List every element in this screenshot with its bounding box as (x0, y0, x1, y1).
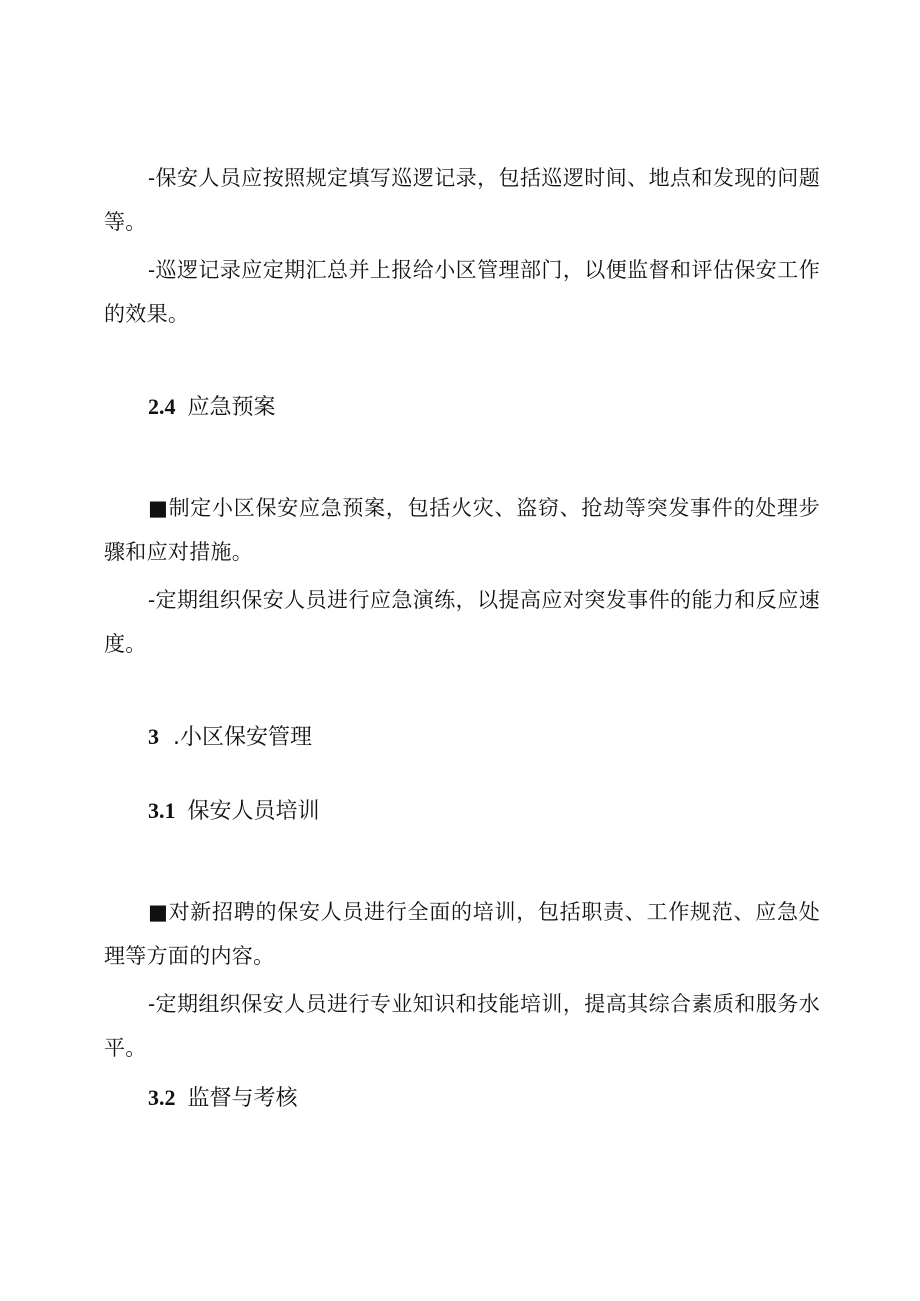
heading-2-4 (148, 391, 276, 424)
heading-3-number: 3 (148, 724, 159, 749)
heading-3-title: .小区保安管理 (173, 725, 312, 750)
heading-3-1 (148, 795, 320, 828)
heading-2-4-number: 2.4 (148, 394, 176, 419)
heading-3-1-number: 3.1 (148, 798, 176, 823)
paragraph-patrol-record-fill: -保安人员应按照规定填写巡逻记录，包括巡逻时间、地点和发现的问题等。 (104, 166, 820, 234)
heading-3-1-title: 保安人员培训 (187, 799, 320, 824)
paragraph-emergency-plan: ■制定小区保安应急预案，包括火灾、盗窃、抢劫等突发事件的处理步骤和应对措施。 (104, 496, 820, 564)
paragraph-emergency-drill: -定期组织保安人员进行应急演练，以提高应对突发事件的能力和反应速度。 (104, 588, 820, 656)
paragraph-skills-training: -定期组织保安人员进行专业知识和技能培训，提高其综合素质和服务水平。 (104, 992, 820, 1060)
heading-3 (148, 721, 312, 754)
paragraph-new-hire-training: ■对新招聘的保安人员进行全面的培训，包括职责、工作规范、应急处理等方面的内容。 (104, 900, 820, 968)
heading-3-2 (148, 1082, 298, 1115)
paragraph-patrol-record-report: -巡逻记录应定期汇总并上报给小区管理部门，以便监督和评估保安工作的效果。 (104, 258, 820, 326)
heading-3-2-number: 3.2 (148, 1085, 176, 1110)
heading-3-2-title: 监督与考核 (187, 1086, 298, 1111)
heading-2-4-title: 应急预案 (187, 395, 276, 420)
